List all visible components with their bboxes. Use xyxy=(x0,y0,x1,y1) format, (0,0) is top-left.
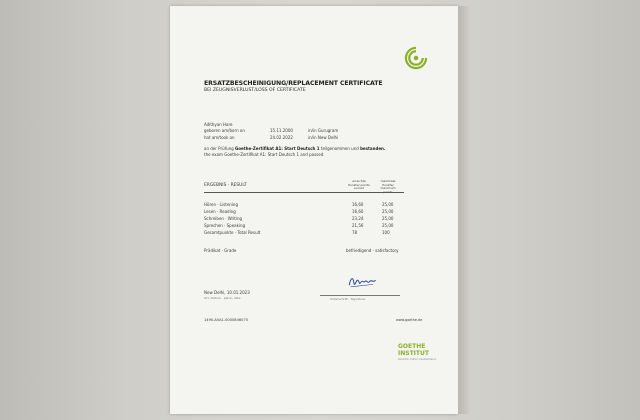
born-date: 15.11.2000 xyxy=(270,128,293,133)
issue-place-date-label: Ort, Datum · place, date xyxy=(204,296,241,300)
result-label: Hören · Listening xyxy=(204,202,238,207)
certificate-page xyxy=(170,6,458,414)
result-label: Lesen · Reading xyxy=(204,209,236,214)
page-shadow xyxy=(458,6,470,414)
results-heading: ERGEBNIS · RESULT xyxy=(204,183,247,188)
exam-label: hat am/took on xyxy=(204,135,235,140)
result-total-label: Gesamtpunkte · Total Result xyxy=(204,230,261,235)
issue-place-date: New Delhi, 10.01.2023 xyxy=(204,290,250,295)
result-max: 25,00 xyxy=(382,202,394,207)
statement-line-2: the exam Goethe-Zertifikat A1: Start Deutsch 1 and passed. xyxy=(204,152,325,157)
brand-line-2: INSTITUT xyxy=(398,349,429,357)
result-total-score: 78 xyxy=(352,230,358,235)
born-place: in/in Gurugram xyxy=(308,128,339,133)
certificate-title: ERSATZBESCHEINIGUNG/REPLACEMENT CERTIFICATE xyxy=(204,80,383,87)
statement-exam: Goethe-Zertifikat A1: Start Deutsch 1 xyxy=(235,146,320,151)
statement-line-1 xyxy=(204,146,385,151)
statement-prefix: an der Prüfung xyxy=(204,146,234,151)
certificate-subtitle: BEI ZEUGNISVERLUST/LOSS OF CERTIFICATE xyxy=(204,88,306,93)
signature-label: Unterschrift · Signature xyxy=(330,297,366,301)
signature-line xyxy=(320,295,400,296)
result-score: 16,60 xyxy=(352,202,364,207)
result-score: 23,24 xyxy=(352,216,364,221)
result-total-max: 100 xyxy=(382,230,390,235)
brand-line-1: GOETHE xyxy=(398,343,426,350)
brand-tagline: Sprache. Kultur. Deutschland. xyxy=(398,358,437,361)
result-max: 25,00 xyxy=(382,216,394,221)
result-max: 25,00 xyxy=(382,223,394,228)
result-score: 21,56 xyxy=(352,223,364,228)
results-rule xyxy=(204,192,404,193)
exam-place: in/in New Delhi xyxy=(308,135,339,140)
certificate-code: 1490-A5A1-0000846075 xyxy=(204,318,249,322)
result-label: Schreiben · Writing xyxy=(204,216,243,221)
result-max: 25,00 xyxy=(382,209,394,214)
statement-mid: teilgenommen und xyxy=(320,146,359,151)
points-scored-header: erreichte Punkte/ points scored xyxy=(348,179,370,191)
goethe-institut-wordmark xyxy=(398,344,429,357)
goethe-url: www.goethe.de xyxy=(396,318,423,322)
result-score: 16,60 xyxy=(352,209,364,214)
statement-passed: bestanden. xyxy=(360,146,386,151)
goethe-logo-icon xyxy=(402,44,430,72)
born-label: geboren am/born on xyxy=(204,128,245,133)
exam-date: 24.02.2022 xyxy=(270,135,293,140)
max-points-header: maximale Punkte/ maximum xyxy=(380,179,396,191)
signature-icon xyxy=(346,274,378,290)
result-label: Sprechen · Speaking xyxy=(204,223,246,228)
grade-label: Prädikat · Grade xyxy=(204,248,237,253)
candidate-name: Adithyan Hare xyxy=(204,122,233,127)
grade-value: befriedigend · satisfactory xyxy=(346,248,399,253)
